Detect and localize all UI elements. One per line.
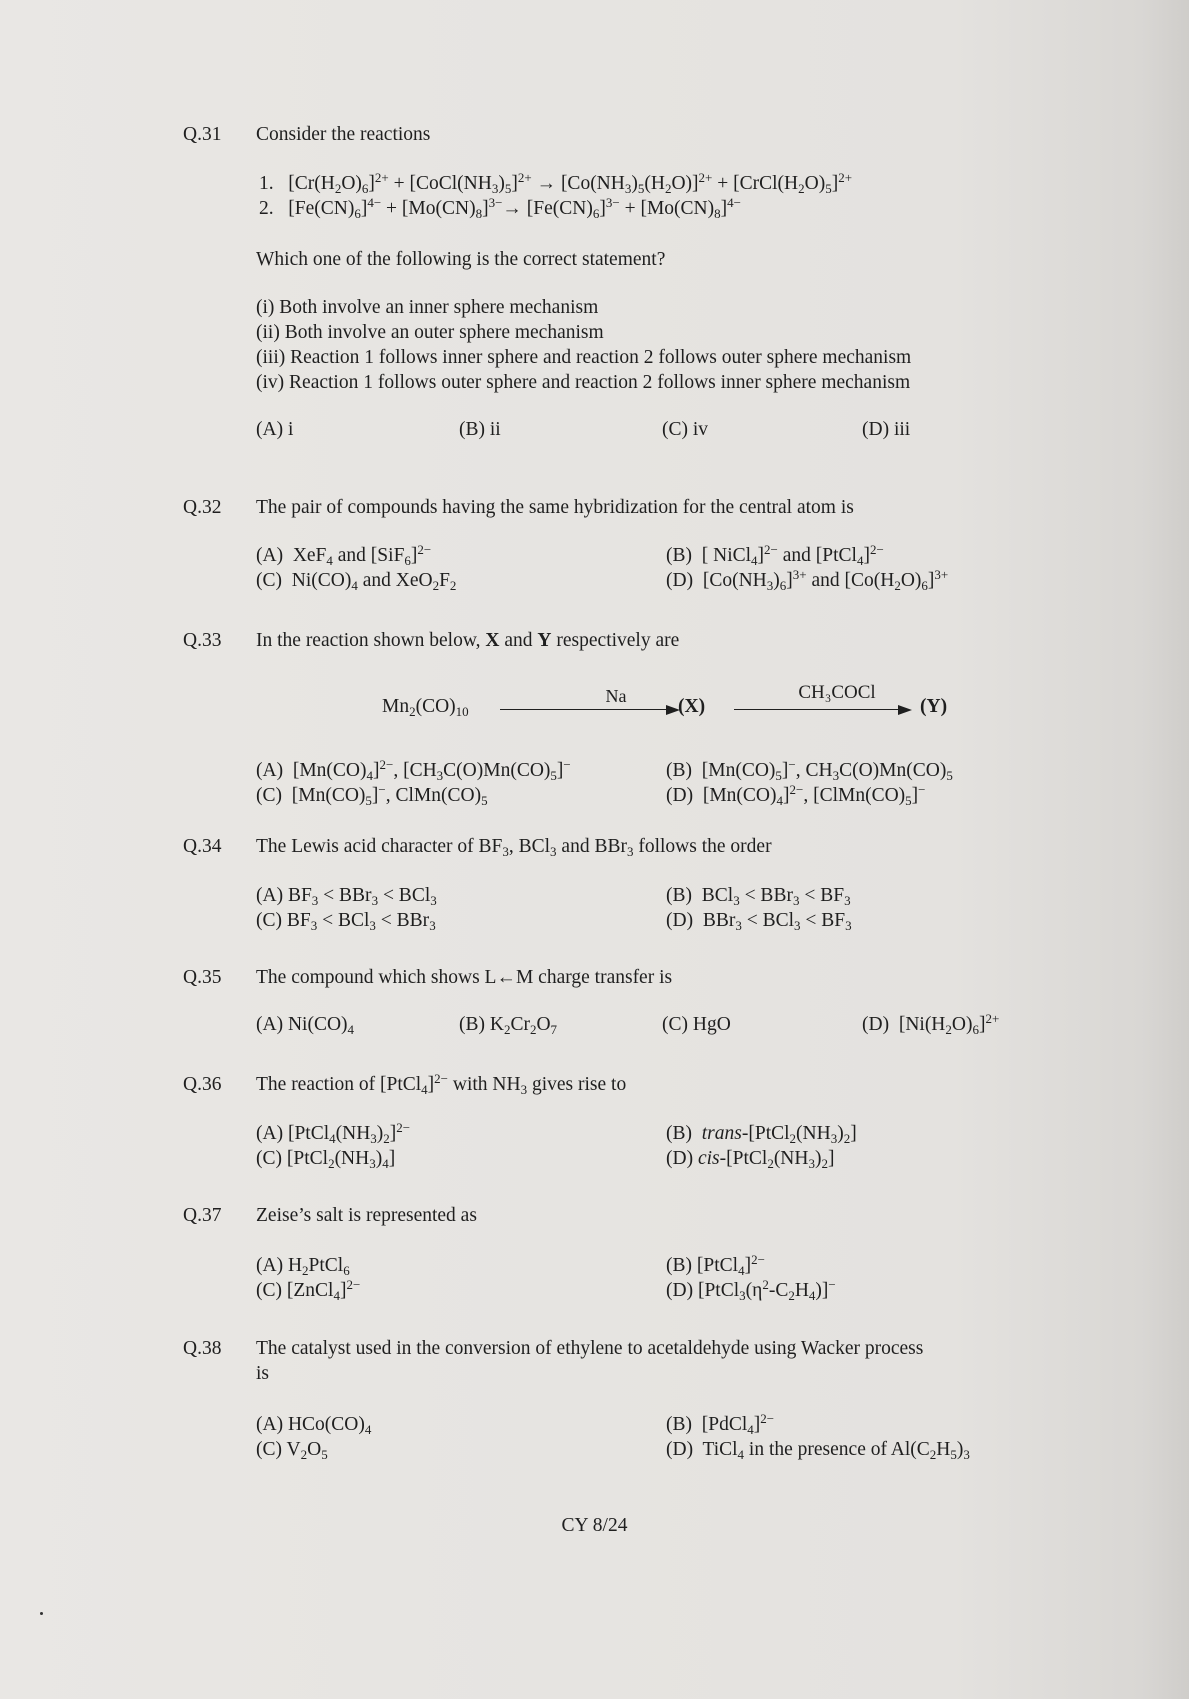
- options-row-1: [256, 543, 1063, 568]
- option-d[interactable]: (D) iii: [862, 419, 911, 440]
- arrow-1: [500, 709, 668, 710]
- options-row-1: [256, 758, 1063, 783]
- question-stem-line-1: The catalyst used in the conversion of ethylene to acetaldehyde using Wacker process: [256, 1338, 924, 1359]
- option-d[interactable]: (D) $[Co(NH_3)_6]^{3+}$ and $[Co(H_2O)_6]^{3+}$: [666, 567, 949, 593]
- option-a[interactable]: (A) $HCo(CO)_4$: [256, 1414, 372, 1437]
- option-a[interactable]: (A) $[PtCl_4(NH_3)_2]^{2-}$: [256, 1120, 411, 1146]
- reagent-2: CH₃COCl: [798, 682, 876, 703]
- option-b[interactable]: (B) $BCl_3 < BBr_3 < BF_3$: [666, 885, 851, 908]
- question-31: [183, 122, 1063, 442]
- page-footer: CY 8/24: [561, 1515, 628, 1536]
- option-b[interactable]: (B) [ NiCl$_4$]$^{2-}$ and [PtCl$_4$]$^{2-}$: [666, 542, 884, 568]
- options-row-2: [256, 1437, 1063, 1462]
- option-b[interactable]: (B) [PdCl$_4$]$^{2-}$: [666, 1411, 775, 1437]
- question-35: [183, 965, 1063, 1037]
- question-stem: In the reaction shown below, X and Y respectively are: [256, 630, 680, 651]
- question-number: Q.38: [183, 1338, 222, 1359]
- option-b[interactable]: (B) $[Mn(CO)_5]^-$, $CH_3C(O)Mn(CO)_5$: [666, 757, 953, 783]
- product-x: (X): [678, 696, 706, 717]
- question-stem: The Lewis acid character of $BF_3$, BCl$_3$ and BBr$_3$ follows the order: [256, 836, 772, 859]
- option-c[interactable]: (C) $[Mn(CO)_5]^-$, $ClMn(CO)_5$: [256, 782, 488, 808]
- question-number: Q.32: [183, 497, 222, 518]
- options-row-2: [256, 1146, 1063, 1171]
- question-number: Q.37: [183, 1205, 222, 1226]
- option-a[interactable]: (A) i: [256, 419, 294, 440]
- question-stem-line-2: is: [256, 1363, 270, 1384]
- option-a[interactable]: (A) $H_2PtCl_6$: [256, 1255, 350, 1278]
- option-d[interactable]: (D) $[PtCl_3(\eta^2-C_2H_4)]^-$: [666, 1277, 836, 1303]
- reaction-scheme: [382, 672, 948, 732]
- option-c[interactable]: (C) $V_2O_5$: [256, 1439, 328, 1462]
- options-row-2: [256, 783, 1063, 808]
- question-32: [183, 495, 1063, 593]
- option-c[interactable]: (C) $[PtCl_2(NH_3)_4]$: [256, 1148, 396, 1171]
- product-y: (Y): [920, 696, 948, 717]
- reaction-2: 2. $[Fe(CN)_6]^{4-} + [Mo(CN)_8]^{3-}\to [Fe(CN)_6]^{3-} + [Mo(CN)_8]^{4-}$: [259, 195, 741, 221]
- option-b[interactable]: (B) [PtCl$_4$]$^{2-}$: [666, 1252, 765, 1278]
- reactant: $Mn_2(CO)_{10}$: [382, 696, 469, 719]
- option-d[interactable]: (D) cis-$[PtCl_2(NH_3)_2]$: [666, 1148, 835, 1171]
- question-stem: Consider the reactions: [256, 124, 431, 145]
- question-number: Q.33: [183, 630, 222, 651]
- options-row-1: [256, 1253, 1063, 1278]
- question-stem: The reaction of [PtCl$_4$]$^{2-}$ with $NH_3$ gives rise to: [256, 1071, 627, 1097]
- question-number: Q.34: [183, 836, 222, 857]
- option-d[interactable]: (D) TiCl$_4$ in the presence of $Al(C_2H_5)_3$: [666, 1439, 970, 1462]
- options-row: [256, 1012, 1063, 1037]
- option-b[interactable]: (B) ii: [459, 419, 501, 440]
- option-d[interactable]: (D) $[Mn(CO)_4]^{2-}$, $[ClMn(CO)_5]^-$: [666, 782, 926, 808]
- option-c[interactable]: (C) $Ni(CO)_4$ and $XeO_2F_2$: [256, 570, 457, 593]
- question-33: [183, 628, 1063, 653]
- option-b[interactable]: (B) trans-$[PtCl_2(NH_3)_2]$: [666, 1123, 857, 1146]
- option-a[interactable]: (A) $[Mn(CO)_4]^{2-}$, $[CH_3C(O)Mn(CO)_5]^-$: [256, 757, 571, 783]
- question-33-options: [183, 758, 1063, 808]
- reagent-1: Na: [605, 686, 627, 706]
- option-a[interactable]: (A) $Ni(CO)_4$: [256, 1014, 355, 1037]
- options-row: [256, 417, 1063, 442]
- statement-iv: (iv) Reaction 1 follows outer sphere and reaction 2 follows inner sphere mechanism: [256, 372, 911, 393]
- arrow-2: [734, 709, 900, 710]
- option-c[interactable]: (C) $BF_3 < BCl_3 < BBr_3$: [256, 910, 436, 933]
- arrow-2-head: [898, 705, 912, 715]
- statement-iii: (iii) Reaction 1 follows inner sphere and reaction 2 follows outer sphere mechanism: [256, 347, 912, 368]
- question-stem: The compound which shows L←M charge transfer is: [256, 967, 673, 988]
- options-row-1: [256, 1412, 1063, 1437]
- option-a[interactable]: (A) XeF$_4$ and $[SiF_6]^{2-}$: [256, 542, 432, 568]
- statement-ii: (ii) Both involve an outer sphere mechanism: [256, 322, 604, 343]
- option-b[interactable]: (B) $K_2Cr_2O_7$: [459, 1014, 558, 1037]
- question-34: [183, 834, 1063, 933]
- question-stem: Zeise’s salt is represented as: [256, 1205, 477, 1226]
- options-row-1: [256, 883, 1063, 908]
- option-d[interactable]: (D) $BBr_3 < BCl_3 < BF_3$: [666, 910, 852, 933]
- question-prompt: Which one of the following is the correct statement?: [256, 249, 666, 270]
- question-37: [183, 1203, 1063, 1303]
- options-row-2: [256, 1278, 1063, 1303]
- reaction-1: 1. $[Cr(H_2O)_6]^{2+}$ + $[CoCl(NH_3)_5]^{2+} \to [Co(NH_3)_5(H_2O)]^{2+}$ + $[CrCl(H_2O)_5]^{2+}$: [259, 170, 853, 196]
- question-number: Q.36: [183, 1074, 222, 1095]
- question-38: [183, 1336, 1063, 1462]
- option-a[interactable]: (A) $BF_3 < BBr_3 < BCl_3$: [256, 885, 437, 908]
- statement-i: (i) Both involve an inner sphere mechanism: [256, 297, 599, 318]
- question-number: Q.35: [183, 967, 222, 988]
- option-c[interactable]: (C) HgO: [662, 1014, 731, 1035]
- question-stem: The pair of compounds having the same hybridization for the central atom is: [256, 497, 854, 518]
- option-c[interactable]: (C) [ZnCl$_4$]$^{2-}$: [256, 1277, 361, 1303]
- option-c[interactable]: (C) iv: [662, 419, 709, 440]
- speck-mark: [40, 1612, 43, 1615]
- option-d[interactable]: (D) $[Ni(H_2O)_6]^{2+}$: [862, 1011, 1000, 1037]
- options-row-2: [256, 568, 1063, 593]
- question-number: Q.31: [183, 124, 222, 145]
- options-row-2: [256, 908, 1063, 933]
- options-row-1: [256, 1121, 1063, 1146]
- question-36: [183, 1072, 1063, 1171]
